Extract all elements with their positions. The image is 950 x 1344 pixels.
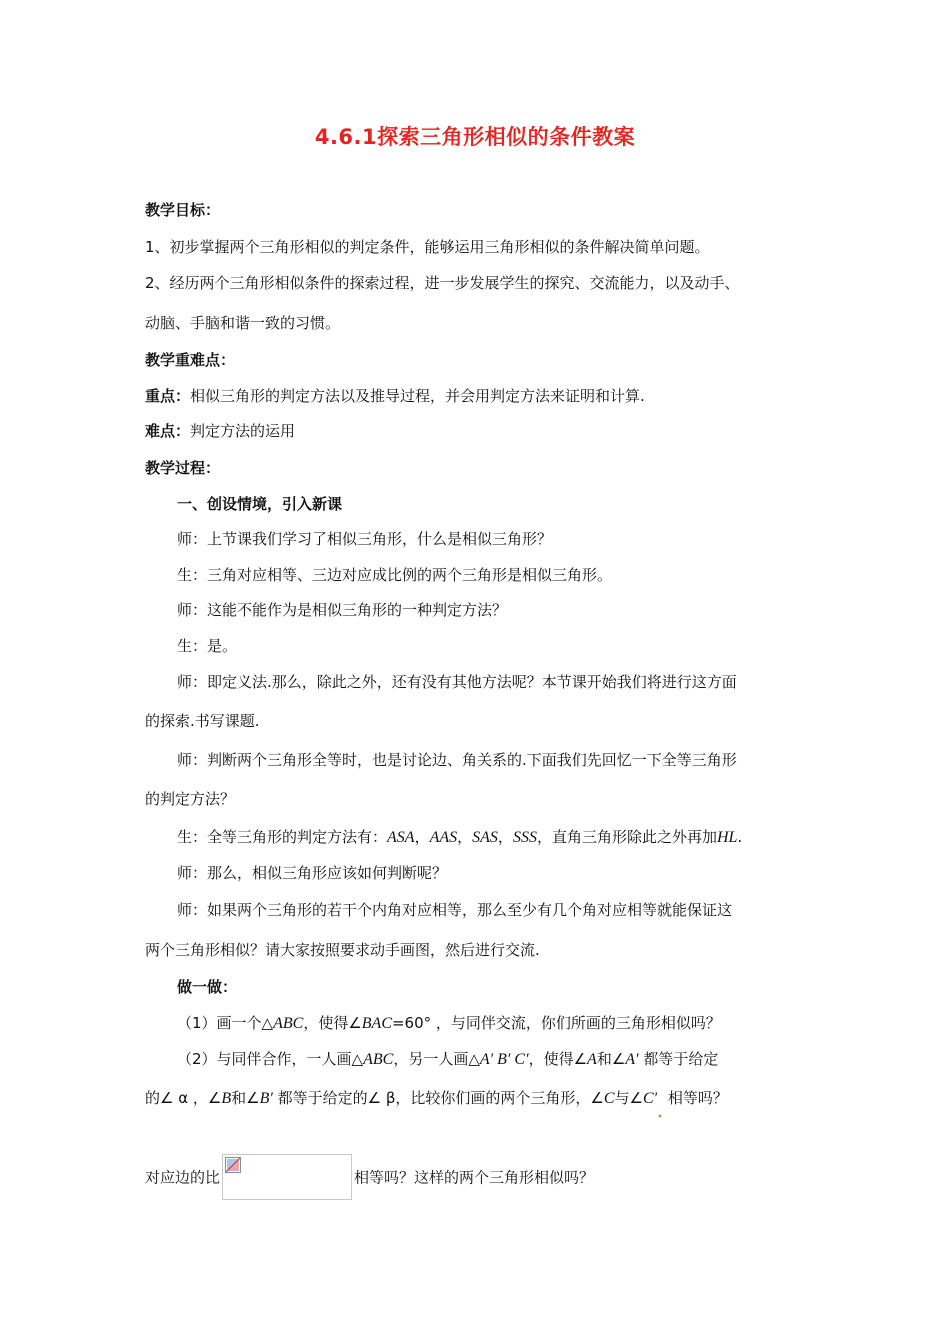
question-2-text: 和∠ (596, 1050, 626, 1068)
method-sas: SAS (472, 829, 498, 846)
angle-c: C (603, 1090, 615, 1107)
difficult-point-text: 判定方法的运用 (190, 422, 296, 440)
question-2-line-3 (145, 1155, 594, 1201)
question-2-text: ，使得∠ (528, 1050, 588, 1068)
question-1-prefix: （1）画一个△ (177, 1014, 274, 1032)
question-2-line-2 (145, 1088, 728, 1109)
activity-heading: 做一做： (177, 978, 238, 996)
question-1-suffix: =60° ，与同伴交流，你们所画的三角形相似吗？ (391, 1014, 721, 1032)
dialogue-6-line-2: 的判定方法？ (145, 790, 236, 808)
angle-a-prime: A′ (625, 1051, 639, 1068)
dialogue-1: 师：上节课我们学习了相似三角形，什么是相似三角形？ (177, 530, 553, 548)
method-aas: AAS (429, 829, 458, 846)
triangle-a-prime-b-prime-c-prime: A′ B′ C′ (479, 1051, 529, 1068)
question-2-text: 都等于给定的∠ β，比较你们画的两个三角形，∠ (272, 1089, 604, 1107)
dialogue-2: 生：三角对应相等、三边对应成比例的两个三角形是相似三角形。 (177, 566, 613, 584)
dialogue-7 (177, 827, 742, 848)
dialogue-4: 生：是。 (177, 637, 238, 655)
question-2-text: ，另一人画△ (393, 1050, 480, 1068)
question-2-text: 对应边的比 (145, 1168, 221, 1187)
dialogue-7-middle: ，直角三角形除此之外再加 (536, 828, 717, 846)
dialogue-9-line-1: 师：如果两个三角形的若干个内角对应相等，那么至少有几个角对应相等就能保证这 (177, 901, 733, 919)
triangle-abc: ABC (273, 1015, 304, 1032)
method-sss: SSS (512, 829, 537, 846)
dialogue-5-line-1: 师：即定义法.那么，除此之外，还有没有其他方法呢？本节课开始我们将进行这方面 (177, 673, 737, 691)
question-2-text: （2）与同伴合作，一人画△ (177, 1050, 364, 1068)
dialogue-5-line-2: 的探索.书写课题. (145, 712, 260, 730)
question-2-text: 相等吗？ (663, 1089, 728, 1107)
question-2-text: 与∠ (614, 1089, 643, 1107)
question-2-line-1 (177, 1049, 718, 1070)
separator: ， (457, 828, 473, 846)
angle-b: B (221, 1090, 232, 1107)
question-2-text: 相等吗？这样的两个三角形相似吗？ (354, 1168, 595, 1187)
small-mark-icon (657, 1103, 663, 1109)
difficult-point-label: 难点： (145, 422, 191, 440)
question-1-middle: ，使得∠ (303, 1014, 362, 1032)
question-1 (177, 1013, 721, 1034)
dialogue-9-line-2: 两个三角形相似？请大家按照要求动手画图，然后进行交流. (145, 941, 540, 959)
difficult-point (145, 421, 295, 441)
dialogue-8: 师：那么，相似三角形应该如何判断呢？ (177, 864, 448, 882)
angle-b-prime: B′ (259, 1090, 273, 1107)
objective-1: 1、初步掌握两个三角形相似的判定条件，能够运用三角形相似的条件解决简单问题。 (145, 238, 710, 256)
dialogue-6-line-1: 师：判断两个三角形全等时，也是讨论边、角关系的.下面我们先回忆一下全等三角形 (177, 751, 737, 769)
question-2-text: 都等于给定 (638, 1050, 719, 1068)
dialogue-7-prefix: 生：全等三角形的判定方法有： (177, 828, 388, 846)
question-2-text: 的∠ α ，∠ (145, 1089, 222, 1107)
separator: ， (414, 828, 430, 846)
broken-image-icon (225, 1157, 241, 1173)
triangle-abc: ABC (363, 1051, 394, 1068)
angle-bac: BAC (361, 1015, 392, 1032)
process-heading: 教学过程： (145, 459, 221, 477)
key-point (145, 386, 645, 406)
method-asa: ASA (387, 829, 415, 846)
dialogue-7-end: . (737, 828, 743, 846)
angle-a: A (587, 1051, 597, 1068)
question-2-text: 和∠ (231, 1089, 260, 1107)
separator: ， (497, 828, 513, 846)
objective-2-line-1: 2、经历两个三角形相似条件的探索过程，进一步发展学生的探究、交流能力，以及动手、 (145, 274, 740, 292)
objectives-heading: 教学目标： (145, 201, 221, 219)
angle-c-prime: C′ (642, 1090, 658, 1107)
section-1-heading: 一、创设情境，引入新课 (177, 495, 343, 513)
document-title: 4.6.1探索三角形相似的条件教案 (314, 125, 636, 149)
key-point-label: 重点： (145, 387, 191, 405)
method-hl: HL (716, 829, 738, 846)
objective-2-line-2: 动脑、手脑和谐一致的习惯。 (145, 314, 341, 332)
missing-formula-image (222, 1154, 352, 1200)
key-point-text: 相似三角形的判定方法以及推导过程，并会用判定方法来证明和计算. (190, 387, 645, 405)
keypoints-heading: 教学重难点： (145, 351, 236, 369)
dialogue-3: 师：这能不能作为是相似三角形的一种判定方法？ (177, 601, 508, 619)
